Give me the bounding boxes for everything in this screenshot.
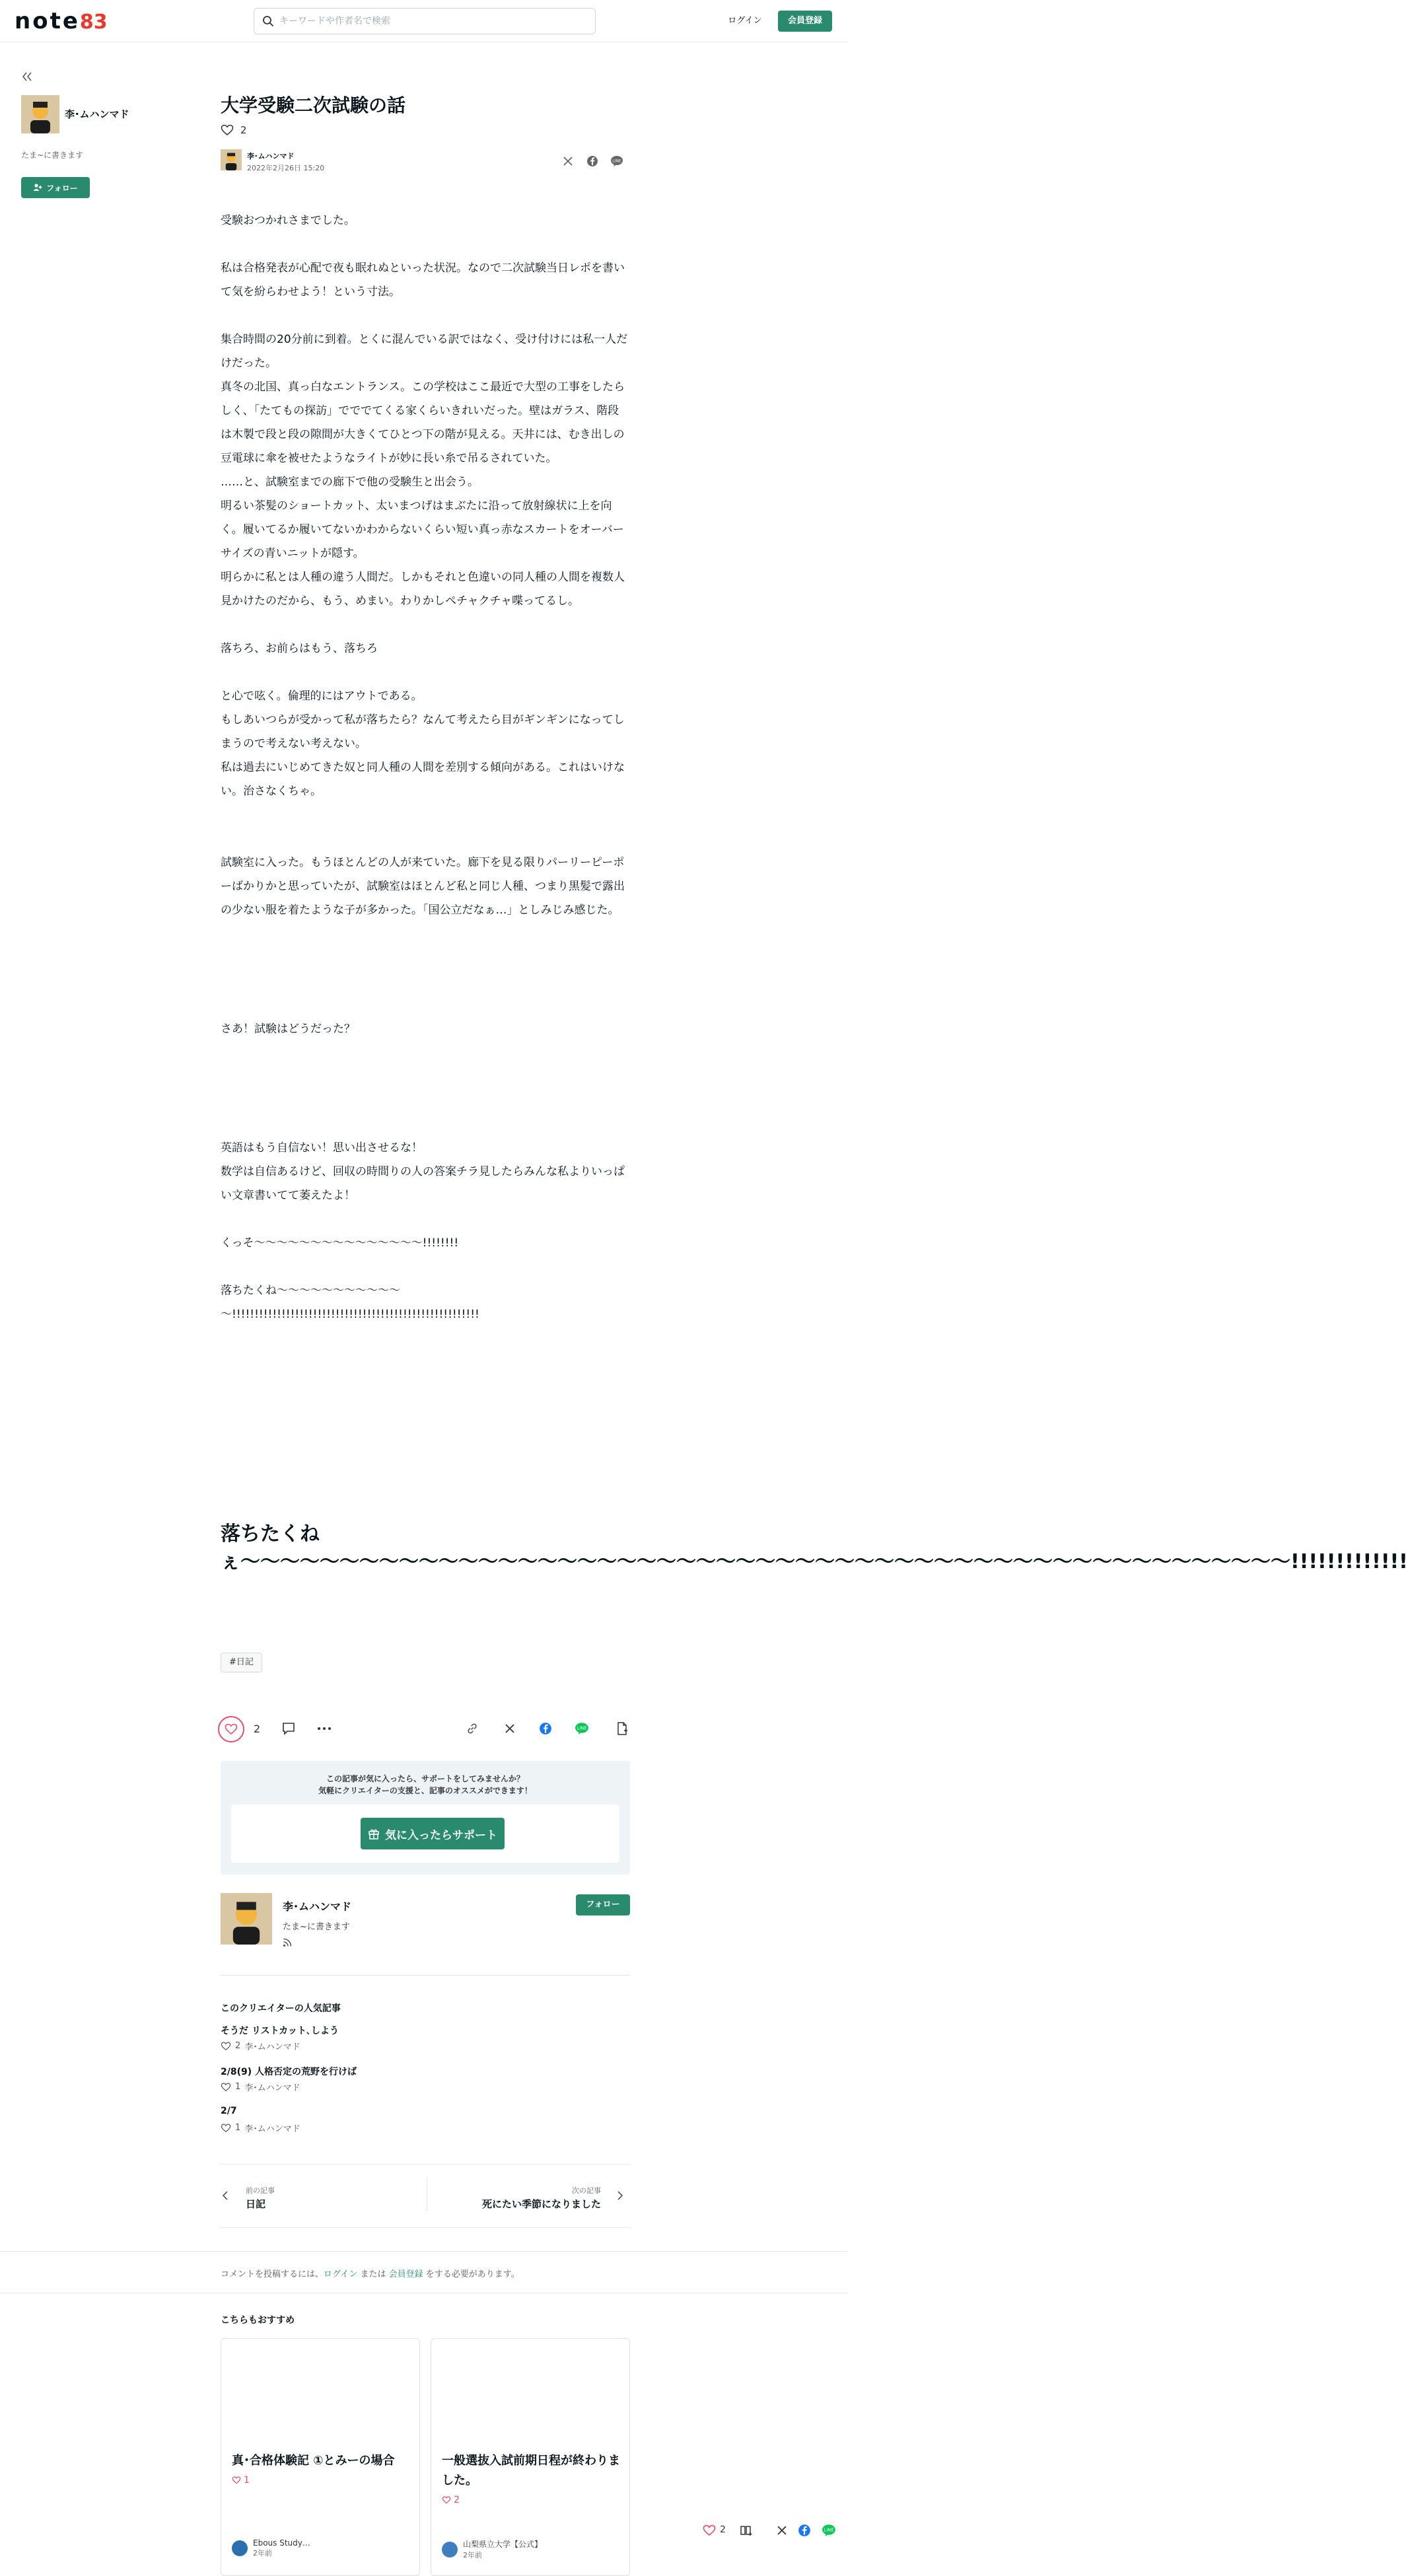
heart-icon	[221, 2042, 231, 2051]
add-user-icon	[33, 184, 42, 192]
paragraph-spacer	[221, 1041, 630, 1065]
comment-prefix: コメントを投稿するには、	[221, 2270, 324, 2279]
x-share-icon[interactable]	[777, 2525, 787, 2536]
popular-article-author: 李･ムハンマド	[244, 2042, 300, 2052]
popular-article-likes: 2	[235, 2041, 241, 2051]
svg-text:LINE: LINE	[577, 1725, 587, 1731]
article-author-avatar[interactable]	[221, 149, 242, 170]
search-box	[254, 8, 596, 34]
paragraph-spacer	[221, 613, 630, 637]
article-title: 大学受験二次試験の話	[221, 94, 406, 116]
recommend-post-age: 2年前	[253, 2549, 272, 2558]
article-paragraph: くっそ〜〜〜〜〜〜〜〜〜〜〜〜〜〜〜!!!!!!!!	[221, 1236, 459, 1250]
author-card-avatar[interactable]	[221, 1893, 272, 1945]
comment-or: または	[357, 2270, 389, 2279]
heart-icon	[225, 1723, 238, 1735]
article-like-count: 2	[240, 124, 247, 136]
support-text-line-2: 気軽にクリエイターの支援と、記事のオススメができます！	[318, 1786, 532, 1795]
sidebar-author-name[interactable]: 李･ムハンマド	[65, 108, 129, 120]
article-paragraph: 〜!!!!!!!!!!!!!!!!!!!!!!!!!!!!!!!!!!!!!!!!!!!!!!!!!!!!!!!	[221, 1308, 479, 1321]
divider	[221, 2227, 630, 2228]
article-date: 2022年2月26日 15:20	[247, 164, 325, 172]
collapse-sidebar-icon[interactable]	[21, 71, 33, 82]
paragraph-spacer	[221, 1112, 630, 1136]
article-paragraph: 私は過去にいじめてきた奴と同人種の人間を差別する傾向がある。これはいけない。治さなくちゃ。	[221, 761, 625, 798]
article-paragraph: 集合時間の20分前に到着。とくに混んでいる訳ではなく、受け付けには私一人だけだった。	[221, 333, 628, 370]
article-paragraph: さあ！試験はどうだった？	[221, 1022, 355, 1036]
more-options-icon[interactable]	[317, 1727, 332, 1731]
divider	[221, 2164, 630, 2165]
gift-icon	[368, 1828, 380, 1840]
popular-article-title[interactable]: 2/7	[221, 2106, 237, 2116]
magazine-icon[interactable]	[740, 2524, 753, 2536]
facebook-share-icon[interactable]	[586, 155, 598, 167]
paragraph-spacer	[221, 922, 630, 946]
popular-article-title[interactable]: そうだ リストカット､しよう	[221, 2026, 339, 2036]
author-card-bio: たま~に書きます	[283, 1922, 350, 1932]
paragraph-spacer	[221, 661, 630, 684]
heart-icon	[221, 2124, 231, 2133]
article-paragraph: 試験室に入った。もうほとんどの人が来ていた。廊下を見る限りパーリーピーポーばかりかと思っていたが、試験室はほとんど私と同じ人種、つまり黒髪で露出の少ない服を着たような子が多かった。「国公立だなぁ…」としみじみ感じた。	[221, 856, 625, 917]
sidebar-follow-button[interactable]	[21, 177, 90, 198]
heart-icon[interactable]	[703, 2524, 716, 2536]
line-share-icon[interactable]	[610, 155, 623, 167]
article-paragraph: 明るい茶髪のショートカット、太いまつげはまぶたに沿って放射線状に上を向く。履いてるか履いてないかわからないくらい短い真っ赤なスカートをオーバーサイズの青いニットが隠す。	[221, 499, 624, 560]
recommend-card-title: 真･合格体験記 ①とみーの場合	[232, 2454, 395, 2468]
rss-icon[interactable]	[283, 1938, 292, 1947]
article-author-name[interactable]: 李･ムハンマド	[247, 152, 295, 161]
like-count: 2	[254, 1723, 261, 1735]
facebook-share-icon[interactable]	[539, 1722, 552, 1735]
svg-text:LINE: LINE	[824, 2527, 834, 2533]
support-text-line-1: この記事が気に入ったら、サポートをしてみませんか？	[326, 1774, 524, 1783]
popular-article-author: 李･ムハンマド	[244, 2083, 300, 2093]
support-inner-panel	[231, 1805, 619, 1863]
article-paragraph: もしあいつらが受かって私が落ちたら？なんて考えたら目がギンギンになってしまうので考えない考えない。	[221, 713, 625, 750]
recommend-author-name: Ebous Study…	[253, 2538, 310, 2548]
paragraph-spacer	[221, 993, 630, 1017]
support-box	[221, 1761, 630, 1875]
article-paragraph: と心で呟く。倫理的にはアウトである。	[221, 690, 423, 703]
paragraph-spacer	[221, 946, 630, 970]
recommend-like-count: 2	[454, 2495, 460, 2505]
recommend-author-avatar	[442, 2542, 458, 2558]
article-paragraph: 真冬の北国、真っ白なエントランス。この学校はここ最近で大型の工事をしたらしく、「たてもの探訪」でででてくる家くらいきれいだった。壁はガラス、階段は木製で段と段の隙間が大きくてひとつ下の階が見える。天井には、むき出しの豆電球に傘を被せたようなライトが妙に長い糸で吊るされていた。	[221, 380, 625, 465]
recommend-card-author	[442, 2538, 542, 2560]
login-button[interactable]: ログイン	[728, 16, 762, 26]
article-paragraph: 私は合格発表が心配で夜も眠れぬといった状況。なので二次試験当日レポを書いて気を紛らわせよう！という寸法。	[221, 262, 625, 299]
like-button[interactable]	[218, 1716, 244, 1742]
x-share-icon[interactable]	[505, 1723, 515, 1734]
heart-icon[interactable]	[221, 124, 234, 136]
article-paragraph: 数学は自信あるけど、回収の時間りの人の答案チラ見したらみんな私よりいっぱい文章書いてて萎えたよ！	[221, 1165, 625, 1202]
article-paragraph: 落ちろ、お前らはもう、落ちろ	[221, 642, 378, 655]
prev-article-label: 前の記事	[246, 2186, 275, 2195]
recommend-title: こちらもおすすめ	[221, 2315, 295, 2326]
popular-article-likes: 1	[235, 2082, 241, 2092]
recommend-like-count: 1	[244, 2475, 250, 2486]
embed-icon[interactable]	[616, 1721, 629, 1736]
popular-articles-title: このクリエイターの人気記事	[221, 2003, 341, 2014]
search-icon	[262, 15, 274, 27]
site-header	[0, 0, 848, 42]
article-paragraph: ……と、試験室までの廊下で他の受験生と出会う。	[221, 476, 479, 489]
copy-link-icon[interactable]	[466, 1723, 478, 1735]
popular-article-author: 李･ムハンマド	[244, 2124, 300, 2134]
recommend-post-age: 2年前	[463, 2551, 482, 2559]
divider	[221, 1975, 630, 1976]
comment-login-prompt	[221, 2267, 520, 2279]
paragraph-spacer	[221, 304, 630, 328]
paragraph-spacer	[221, 1065, 630, 1089]
logo-anniversary-badge: 83	[79, 11, 108, 34]
facebook-share-icon[interactable]	[798, 2524, 811, 2537]
author-avatar[interactable]	[21, 95, 59, 133]
next-article-link[interactable]: 死にたい季節になりました	[481, 2198, 601, 2210]
note-logo[interactable]	[15, 9, 108, 34]
floating-action-bar	[693, 2515, 848, 2544]
article-heading: 落ちたくねぇ〜〜〜〜〜〜〜〜〜〜〜〜〜〜〜〜〜〜〜〜〜〜〜〜〜〜〜〜〜〜〜〜〜〜〜〜〜〜〜〜〜〜〜〜〜〜〜〜〜〜〜〜〜!!!!!!!!!!!!!	[221, 1522, 1408, 1573]
sidebar-author-bio: たま~に書きます	[21, 151, 84, 160]
recommend-author-name: 山梨県立大学【公式】	[463, 2540, 543, 2549]
comment-login-link[interactable]: ログイン	[324, 2270, 358, 2279]
heart-icon	[221, 2083, 231, 2092]
svg-text:LINE: LINE	[612, 159, 621, 164]
paragraph-spacer	[221, 1089, 630, 1112]
comment-signup-link[interactable]: 会員登録	[388, 2270, 423, 2279]
recommend-card-title: 一般選抜入試前期日程が終わりました。	[442, 2454, 620, 2487]
signup-button[interactable]: 会員登録	[778, 11, 832, 32]
popular-article-meta	[221, 2040, 300, 2052]
paragraph-spacer	[221, 827, 630, 851]
recommend-card-likes	[232, 2475, 250, 2486]
article-paragraph: 受験おつかれさまでした。	[221, 214, 355, 227]
prev-article-link[interactable]: 日記	[246, 2198, 266, 2210]
author-card-follow-button[interactable]: フォロー	[576, 1894, 630, 1915]
recommend-card-likes	[442, 2495, 460, 2505]
author-card-name[interactable]: 李･ムハンマド	[283, 1900, 352, 1913]
line-share-icon[interactable]	[575, 1722, 589, 1735]
paragraph-spacer	[221, 233, 630, 256]
line-share-icon[interactable]	[822, 2524, 836, 2537]
logo-text: note	[15, 8, 80, 34]
chevron-left-icon[interactable]	[222, 2190, 229, 2201]
floating-like-count: 2	[720, 2524, 726, 2535]
next-article-label: 次の記事	[572, 2186, 601, 2195]
recommend-card[interactable]	[431, 2338, 630, 2576]
article-paragraph: 英語はもう自信ない！思い出させるな！	[221, 1141, 423, 1155]
follow-label: フォロー	[46, 183, 78, 193]
comment-icon[interactable]	[281, 1721, 296, 1736]
recommend-author-avatar	[232, 2540, 248, 2556]
paragraph-spacer	[221, 970, 630, 993]
paragraph-spacer	[221, 1207, 630, 1231]
popular-article-meta	[221, 2122, 300, 2134]
paragraph-spacer	[221, 1255, 630, 1279]
article-paragraph: 明らかに私とは人種の違う人間だ。しかもそれと色違いの同人種の人間を複数人見かけたのだから、もう、めまい。わりかしペチャクチャ喋ってるし。	[221, 571, 625, 608]
popular-article-title[interactable]: 2/8(9) 人格否定の荒野を行けば	[221, 2067, 357, 2077]
article-body	[221, 209, 630, 1326]
search-input[interactable]	[279, 9, 590, 34]
comment-suffix: をする必要があります。	[423, 2270, 520, 2279]
recommend-card-author	[232, 2538, 310, 2558]
paragraph-spacer	[221, 803, 630, 827]
article-paragraph: 落ちたくね〜〜〜〜〜〜〜〜〜〜〜	[221, 1284, 400, 1297]
hashtag-diary[interactable]: #日記	[221, 1653, 262, 1672]
recommend-card[interactable]	[221, 2338, 420, 2576]
popular-article-meta	[221, 2081, 300, 2093]
support-button-label: 気に入ったらサポート	[385, 1828, 497, 1842]
chevron-right-icon[interactable]	[617, 2190, 623, 2201]
x-share-icon[interactable]	[563, 156, 573, 166]
support-button[interactable]	[361, 1818, 505, 1849]
heart-icon	[232, 2476, 241, 2484]
popular-article-likes: 1	[235, 2123, 241, 2133]
heart-icon	[442, 2496, 451, 2504]
